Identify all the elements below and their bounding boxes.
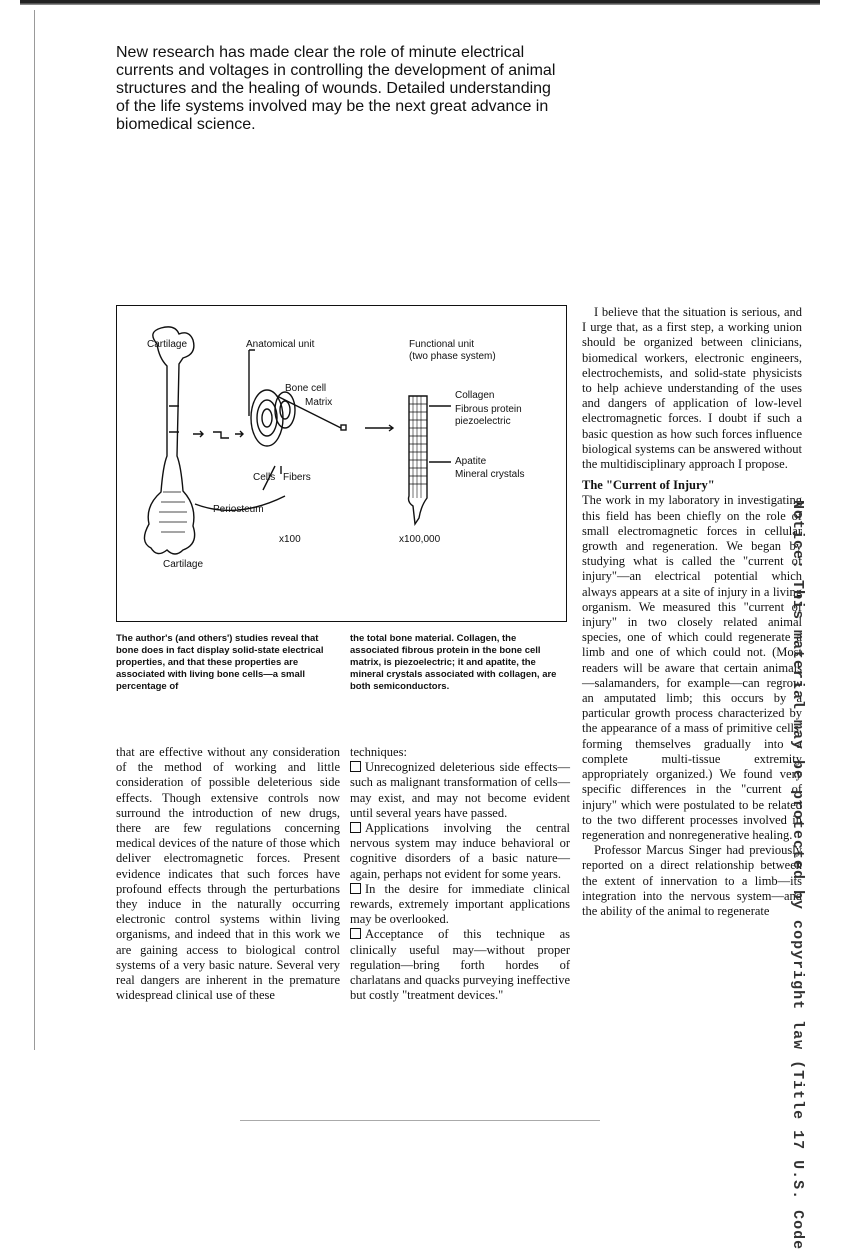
label-cells: Cells — [253, 472, 276, 483]
label-cartilage-bottom: Cartilage — [163, 559, 204, 570]
checkbox-icon — [350, 761, 361, 772]
caption-right: the total bone material. Collagen, the associated fibrous protein in the bone cell matrix, is piezoelectric; it and apatite, the mineral crystals associated with collagen, are both semiconductors. — [350, 633, 557, 692]
paragraph: I believe that the situation is serious, and I urge that, as a first step, a working union should be organized between clinicians, biomedical workers, electronic engineers, electrochemists, and solid-state physicists to help achieve understanding of the uses and dangers of application of low-level electromagnetic forces. I doubt if such a basic question as how such forces influence biological systems can be answered without the multidisciplinary approach I propose. — [582, 305, 802, 472]
label-apatite: Apatite — [455, 456, 487, 467]
paragraph: that are effective without any consideration of the method of working and little consideration of possible deleterious side effects. Though extensive controls now surround the introduction of new drugs, there are few regulations concerning medical devices of the nature of those which deliver electromagnetic forces. Present evidence indicates that such forces have profound effects through the perturbations they induce in the naturally occurring electronic control systems within living organisms, and indeed that in this work we are gaining access to biological control systems of a very basic nature. Several very real dangers are inherent in the premature widespread clinical use of these — [116, 745, 340, 1003]
list-item: Acceptance of this technique as clinically useful may—without proper regulation—bring forth hordes of charlatans and quacks purveying ineffective but costly "treatment devices." — [350, 927, 570, 1003]
scan-top-edge — [20, 0, 820, 8]
label-functional-unit: Functional unit — [409, 339, 475, 350]
label-anatomical-unit: Anatomical unit — [246, 339, 315, 350]
label-periosteum: Periosteum — [213, 504, 264, 515]
paragraph: Professor Marcus Singer had previously reported on a direct relationship between the extent of innervation to a limb—its integration into the nervous system—and the ability of the animal to regenerate — [582, 843, 802, 918]
caption-left: The author's (and others') studies reveal that bone does in fact display solid-state electrical properties, and that these properties are associated with living bone cells—a small percentage of — [116, 633, 324, 692]
column-3 — [582, 305, 802, 919]
scan-left-edge — [34, 10, 35, 1050]
copyright-notice: Notice: This material may be protected by copyright law (Title 17 U.S. Code — [789, 500, 806, 1250]
label-two-phase: (two phase system) — [409, 351, 496, 362]
label-collagen: Collagen — [455, 390, 495, 401]
intro-deck: New research has made clear the role of minute electrical currents and voltages in controlling the development of animal structures and the healing of wounds. Detailed understanding of the life systems involved may be the next great advance in biomedical science. — [116, 44, 556, 133]
checkbox-icon — [350, 822, 361, 833]
list-item: Applications involving the central nervous system may induce behavioral or cognitive disorders of a basic nature—again, perhaps not evident for some years. — [350, 821, 570, 881]
label-x100000: x100,000 — [399, 534, 441, 545]
column-2 — [350, 745, 570, 1003]
label-mineral-crystals: Mineral crystals — [455, 469, 525, 480]
label-matrix: Matrix — [305, 397, 333, 408]
column-1 — [116, 745, 340, 1003]
label-fibers: Fibers — [283, 472, 311, 483]
label-fibrous-protein: Fibrous protein — [455, 404, 522, 415]
label-cartilage-top: Cartilage — [147, 339, 188, 350]
list-item: In the desire for immediate clinical rewards, extremely important applications may be overlooked. — [350, 881, 570, 927]
section-heading: The "Current of Injury" — [582, 478, 715, 493]
paragraph-lead: techniques: — [350, 745, 407, 759]
checkbox-icon — [350, 928, 361, 939]
list-item: Unrecognized deleterious side effects—such as malignant transformation of cells—may exist, and may not become evident until several years have passed. — [350, 760, 570, 820]
label-x100: x100 — [279, 534, 301, 545]
scan-bottom-edge — [240, 1120, 600, 1121]
paragraph: The work in my laboratory in investigating this field has been chiefly on the role of small electromagnetic forces in cellular growth and regeneration. We began by studying what is called the "current of injury"—an electrical potential which always appears at a site of injury in a living organism. We measured this "current of injury" in two closely related animal species, one of which could regenerate a limb and one of which could not. (Most readers will be aware that certain animals—salamanders, for example—can regrow an amputated limb; this occurs by a particular growth process characterized by the appearance of a mass of primitive cells, forming themselves gradually into a complete multi-tissue extremity appropriately organized.) We found very specific differences in the "current of injury" which were postulated to be related to the two different processes involved in regeneration and nonregenerative healing. — [582, 493, 802, 842]
bone-diagram — [117, 306, 568, 623]
checkbox-icon — [350, 883, 361, 894]
bone-figure — [116, 305, 567, 622]
label-bone-cell: Bone cell — [285, 383, 327, 394]
label-piezoelectric: piezoelectric — [455, 416, 511, 427]
